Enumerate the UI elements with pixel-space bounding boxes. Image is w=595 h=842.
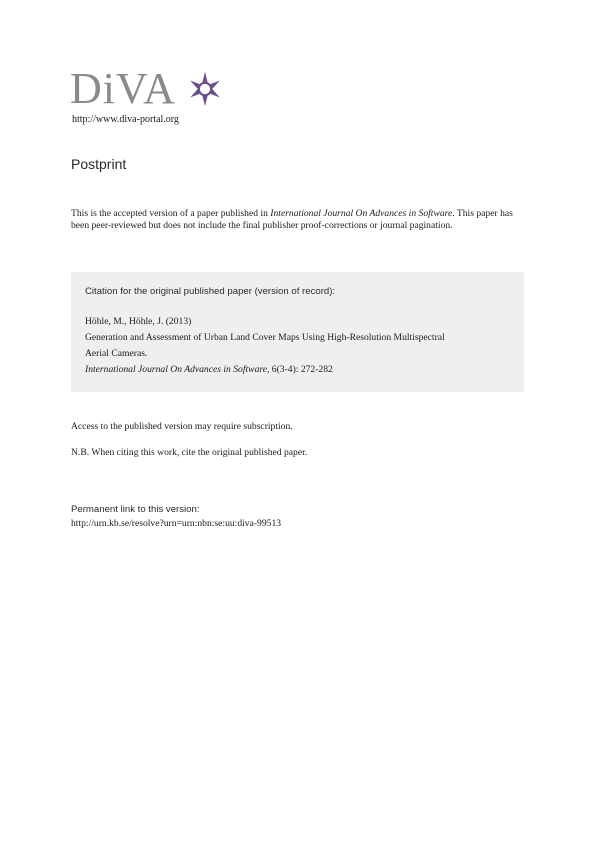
- citation-journal: International Journal On Advances in Software,: [85, 364, 270, 375]
- nb-note: N.B. When citing this work, cite the original published paper.: [71, 447, 308, 458]
- intro-suffix: . This paper has been peer-reviewed but does not include the final publisher proof-corrections or journal pagination.: [71, 208, 513, 231]
- diva-logo: [70, 64, 230, 114]
- intro-paragraph: [71, 208, 527, 232]
- citation-source: [85, 364, 333, 375]
- citation-box: [71, 272, 524, 392]
- citation-title-line1: Generation and Assessment of Urban Land Cover Maps Using High-Resolution Multispectral: [85, 332, 445, 343]
- citation-title-line2: Aerial Cameras.: [85, 348, 148, 359]
- logo-text: DiVA: [70, 64, 176, 113]
- portal-url[interactable]: http://www.diva-portal.org: [72, 114, 179, 125]
- access-note: Access to the published version may require subscription.: [71, 421, 293, 432]
- permanent-link-url[interactable]: http://urn.kb.se/resolve?urn=urn:nbn:se:uu:diva-99513: [71, 518, 282, 529]
- star-flower-icon: [186, 70, 224, 108]
- citation-volume: 6(3-4): 272-282: [269, 364, 333, 375]
- permanent-link-label: Permanent link to this version:: [71, 504, 200, 515]
- citation-label: Citation for the original published paper (version of record):: [85, 286, 336, 297]
- page-title: Postprint: [71, 156, 127, 172]
- intro-journal: International Journal On Advances in Software: [270, 208, 453, 219]
- citation-authors: Höhle, M., Höhle, J. (2013): [85, 316, 192, 327]
- intro-prefix: This is the accepted version of a paper published in: [71, 208, 271, 219]
